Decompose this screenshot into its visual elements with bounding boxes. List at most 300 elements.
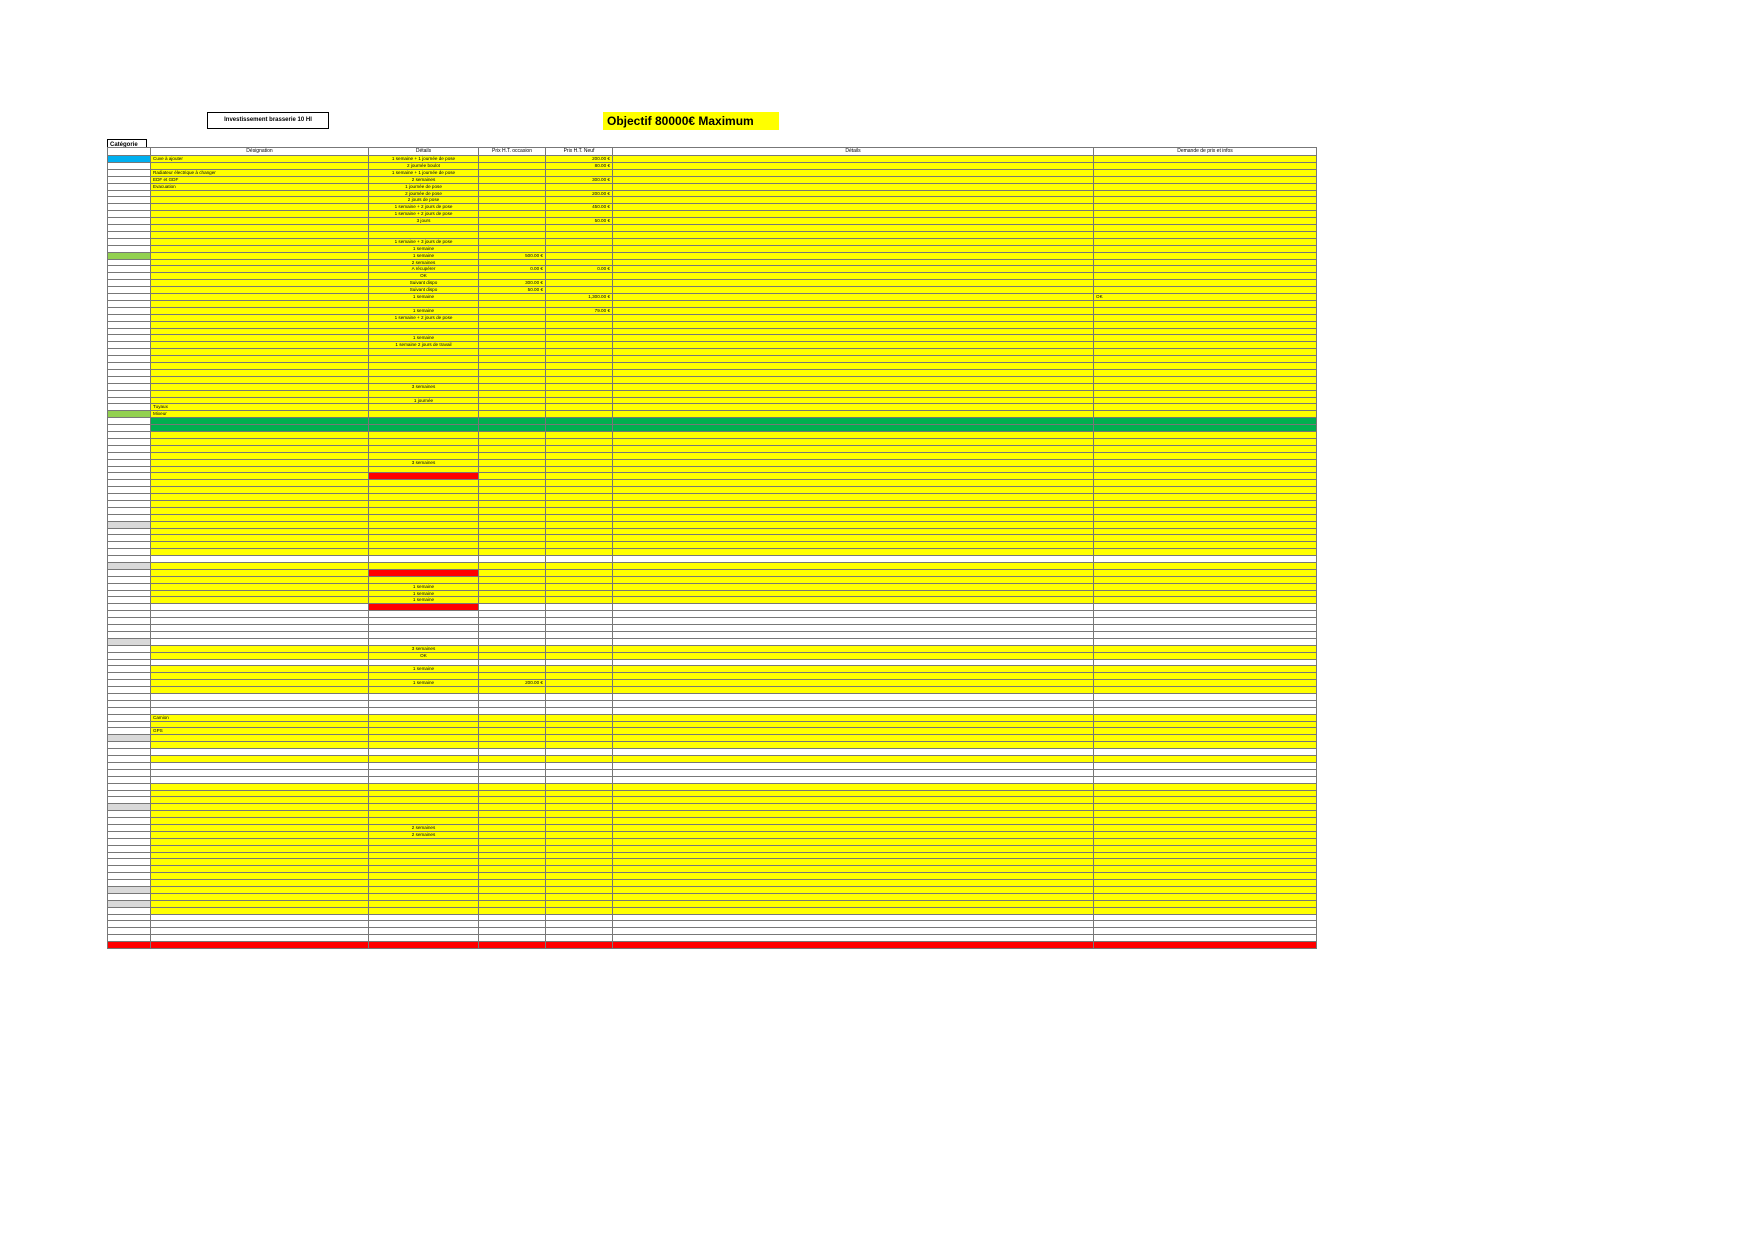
table-cell[interactable] — [613, 645, 1094, 652]
table-cell[interactable] — [108, 576, 151, 583]
table-cell[interactable] — [546, 487, 613, 494]
table-cell[interactable] — [479, 273, 546, 280]
table-cell[interactable] — [151, 438, 369, 445]
table-cell[interactable] — [108, 432, 151, 439]
table-cell[interactable] — [479, 818, 546, 825]
table-cell[interactable] — [369, 473, 479, 480]
table-cell[interactable]: 3 jours — [369, 218, 479, 225]
table-cell[interactable] — [479, 797, 546, 804]
table-cell[interactable] — [108, 307, 151, 314]
table-cell[interactable] — [108, 418, 151, 425]
table-cell[interactable] — [546, 369, 613, 376]
table-cell[interactable] — [108, 480, 151, 487]
table-cell[interactable] — [613, 700, 1094, 707]
table-cell[interactable] — [613, 266, 1094, 273]
table-cell[interactable] — [1094, 252, 1317, 259]
table-cell[interactable] — [1094, 652, 1317, 659]
table-cell[interactable] — [613, 404, 1094, 411]
table-cell[interactable] — [613, 838, 1094, 845]
table-cell[interactable]: 3 semaines — [369, 459, 479, 466]
table-cell[interactable]: Tuyaux — [151, 404, 369, 411]
table-cell[interactable] — [1094, 749, 1317, 756]
table-cell[interactable] — [151, 887, 369, 894]
table-cell[interactable] — [108, 783, 151, 790]
table-cell[interactable] — [108, 363, 151, 370]
table-cell[interactable] — [151, 225, 369, 232]
table-cell[interactable] — [369, 514, 479, 521]
table-cell[interactable] — [613, 611, 1094, 618]
table-cell[interactable] — [151, 583, 369, 590]
table-cell[interactable] — [108, 749, 151, 756]
table-cell[interactable] — [479, 211, 546, 218]
table-cell[interactable] — [546, 432, 613, 439]
table-cell[interactable] — [151, 500, 369, 507]
table-cell[interactable]: 2 semaines — [369, 824, 479, 831]
table-cell[interactable] — [546, 618, 613, 625]
table-cell[interactable] — [108, 369, 151, 376]
table-cell[interactable] — [1094, 659, 1317, 666]
table-cell[interactable] — [151, 363, 369, 370]
table-cell[interactable] — [108, 335, 151, 342]
table-cell[interactable] — [546, 507, 613, 514]
table-cell[interactable] — [151, 259, 369, 266]
table-cell[interactable] — [1094, 273, 1317, 280]
table-cell[interactable] — [369, 356, 479, 363]
table-cell[interactable] — [479, 169, 546, 176]
table-cell[interactable] — [546, 245, 613, 252]
table-cell[interactable] — [369, 873, 479, 880]
table-cell[interactable] — [546, 328, 613, 335]
table-cell[interactable] — [479, 694, 546, 701]
table-cell[interactable] — [151, 335, 369, 342]
table-cell[interactable] — [369, 535, 479, 542]
table-cell[interactable] — [151, 880, 369, 887]
table-cell[interactable] — [108, 301, 151, 308]
table-cell[interactable] — [151, 211, 369, 218]
table-cell[interactable] — [151, 590, 369, 597]
table-cell[interactable] — [613, 369, 1094, 376]
table-cell[interactable] — [479, 156, 546, 163]
table-cell[interactable] — [1094, 190, 1317, 197]
table-cell[interactable] — [1094, 590, 1317, 597]
table-cell[interactable] — [1094, 356, 1317, 363]
table-cell[interactable] — [369, 390, 479, 397]
table-cell[interactable] — [1094, 369, 1317, 376]
table-cell[interactable] — [151, 556, 369, 563]
table-cell[interactable] — [108, 176, 151, 183]
table-cell[interactable] — [613, 376, 1094, 383]
table-cell[interactable] — [108, 887, 151, 894]
table-cell[interactable] — [479, 783, 546, 790]
table-cell[interactable] — [108, 204, 151, 211]
table-cell[interactable] — [546, 790, 613, 797]
table-cell[interactable] — [1094, 480, 1317, 487]
table-cell[interactable]: 200.00 € — [546, 190, 613, 197]
table-cell[interactable] — [546, 335, 613, 342]
table-cell[interactable] — [108, 721, 151, 728]
table-cell[interactable]: Cuve à ajouter — [151, 156, 369, 163]
table-cell[interactable] — [479, 652, 546, 659]
table-cell[interactable] — [1094, 638, 1317, 645]
table-cell[interactable] — [151, 487, 369, 494]
table-cell[interactable] — [369, 452, 479, 459]
table-cell[interactable] — [546, 631, 613, 638]
table-cell[interactable] — [1094, 556, 1317, 563]
table-cell[interactable] — [1094, 700, 1317, 707]
table-cell[interactable] — [546, 356, 613, 363]
table-cell[interactable]: 1 semaine + 2 jours de pose — [369, 211, 479, 218]
table-cell[interactable] — [108, 521, 151, 528]
table-cell[interactable] — [1094, 728, 1317, 735]
table-cell[interactable] — [613, 935, 1094, 942]
table-cell[interactable] — [108, 225, 151, 232]
table-cell[interactable] — [151, 562, 369, 569]
table-cell[interactable] — [369, 714, 479, 721]
table-cell[interactable] — [546, 831, 613, 838]
table-cell[interactable] — [369, 900, 479, 907]
table-cell[interactable] — [108, 507, 151, 514]
table-cell[interactable] — [613, 666, 1094, 673]
table-cell[interactable] — [479, 914, 546, 921]
table-cell[interactable] — [108, 680, 151, 687]
table-cell[interactable] — [369, 811, 479, 818]
table-cell[interactable] — [479, 294, 546, 301]
table-cell[interactable] — [108, 928, 151, 935]
table-cell[interactable] — [108, 556, 151, 563]
table-cell[interactable] — [479, 576, 546, 583]
table-cell[interactable] — [369, 769, 479, 776]
table-cell[interactable] — [151, 245, 369, 252]
table-cell[interactable] — [1094, 459, 1317, 466]
table-cell[interactable] — [151, 769, 369, 776]
table-cell[interactable] — [613, 776, 1094, 783]
table-cell[interactable] — [479, 769, 546, 776]
table-cell[interactable] — [151, 535, 369, 542]
table-cell[interactable]: 2 semaines — [369, 259, 479, 266]
table-cell[interactable] — [108, 383, 151, 390]
table-cell[interactable] — [151, 921, 369, 928]
table-cell[interactable] — [151, 576, 369, 583]
table-cell[interactable]: 3 semaines — [369, 645, 479, 652]
table-cell[interactable] — [1094, 287, 1317, 294]
table-cell[interactable] — [108, 618, 151, 625]
table-cell[interactable] — [151, 218, 369, 225]
table-cell[interactable] — [613, 301, 1094, 308]
table-cell[interactable] — [108, 452, 151, 459]
table-cell[interactable] — [1094, 328, 1317, 335]
table-cell[interactable] — [613, 500, 1094, 507]
table-cell[interactable] — [1094, 383, 1317, 390]
table-cell[interactable] — [479, 363, 546, 370]
table-cell[interactable] — [108, 459, 151, 466]
table-cell[interactable] — [108, 687, 151, 694]
table-cell[interactable] — [1094, 576, 1317, 583]
table-cell[interactable]: 1 semaine — [369, 335, 479, 342]
table-cell[interactable] — [151, 597, 369, 604]
table-cell[interactable] — [546, 818, 613, 825]
table-cell[interactable] — [613, 831, 1094, 838]
table-cell[interactable] — [1094, 487, 1317, 494]
table-cell[interactable] — [613, 452, 1094, 459]
table-cell[interactable] — [613, 893, 1094, 900]
table-cell[interactable] — [108, 549, 151, 556]
table-cell[interactable] — [151, 804, 369, 811]
table-cell[interactable] — [613, 273, 1094, 280]
table-cell[interactable] — [1094, 162, 1317, 169]
table-cell[interactable] — [369, 721, 479, 728]
table-cell[interactable] — [546, 397, 613, 404]
table-cell[interactable] — [151, 756, 369, 763]
table-cell[interactable] — [151, 735, 369, 742]
table-cell[interactable]: 2 journée de pose — [369, 190, 479, 197]
table-cell[interactable] — [613, 866, 1094, 873]
table-cell[interactable] — [546, 756, 613, 763]
table-cell[interactable] — [108, 162, 151, 169]
table-cell[interactable] — [151, 569, 369, 576]
table-cell[interactable] — [613, 349, 1094, 356]
table-cell[interactable] — [108, 914, 151, 921]
table-cell[interactable] — [369, 528, 479, 535]
table-cell[interactable] — [613, 790, 1094, 797]
table-cell[interactable] — [108, 893, 151, 900]
table-cell[interactable] — [479, 907, 546, 914]
table-cell[interactable] — [151, 542, 369, 549]
table-cell[interactable] — [151, 687, 369, 694]
table-cell[interactable] — [369, 866, 479, 873]
table-cell[interactable] — [613, 797, 1094, 804]
table-cell[interactable] — [613, 728, 1094, 735]
table-cell[interactable]: 1 semaine + 2 jours de pose — [369, 314, 479, 321]
table-cell[interactable]: OK — [369, 273, 479, 280]
table-cell[interactable] — [613, 928, 1094, 935]
table-cell[interactable] — [546, 252, 613, 259]
table-cell[interactable] — [613, 604, 1094, 611]
table-cell[interactable] — [108, 831, 151, 838]
table-cell[interactable] — [546, 638, 613, 645]
table-cell[interactable] — [369, 418, 479, 425]
table-cell[interactable] — [613, 590, 1094, 597]
table-cell[interactable] — [546, 211, 613, 218]
table-cell[interactable] — [1094, 335, 1317, 342]
table-cell[interactable] — [151, 480, 369, 487]
table-cell[interactable] — [546, 183, 613, 190]
table-cell[interactable]: 3 semaines — [369, 383, 479, 390]
table-cell[interactable] — [546, 749, 613, 756]
table-cell[interactable] — [613, 631, 1094, 638]
table-cell[interactable] — [151, 776, 369, 783]
table-cell[interactable] — [479, 301, 546, 308]
table-cell[interactable] — [1094, 900, 1317, 907]
table-cell[interactable] — [151, 928, 369, 935]
table-cell[interactable] — [108, 252, 151, 259]
table-cell[interactable] — [479, 404, 546, 411]
table-cell[interactable] — [613, 887, 1094, 894]
table-cell[interactable] — [1094, 783, 1317, 790]
table-cell[interactable] — [108, 652, 151, 659]
table-cell[interactable] — [546, 576, 613, 583]
table-cell[interactable] — [613, 445, 1094, 452]
table-cell[interactable] — [546, 652, 613, 659]
table-cell[interactable] — [369, 756, 479, 763]
table-cell[interactable] — [546, 452, 613, 459]
table-cell[interactable] — [546, 549, 613, 556]
table-cell[interactable] — [108, 797, 151, 804]
table-cell[interactable] — [613, 245, 1094, 252]
table-cell[interactable]: 50.00 € — [546, 218, 613, 225]
table-cell[interactable] — [479, 487, 546, 494]
table-cell[interactable] — [613, 487, 1094, 494]
table-cell[interactable] — [369, 411, 479, 418]
table-cell[interactable] — [369, 556, 479, 563]
table-cell[interactable] — [479, 873, 546, 880]
table-cell[interactable]: Mixeur — [151, 411, 369, 418]
table-cell[interactable] — [369, 852, 479, 859]
table-cell[interactable] — [108, 735, 151, 742]
table-cell[interactable] — [479, 556, 546, 563]
table-cell[interactable] — [1094, 625, 1317, 632]
table-cell[interactable] — [151, 866, 369, 873]
table-cell[interactable] — [479, 887, 546, 894]
table-cell[interactable] — [369, 432, 479, 439]
table-cell[interactable] — [546, 707, 613, 714]
table-cell[interactable] — [613, 707, 1094, 714]
table-cell[interactable] — [479, 659, 546, 666]
table-cell[interactable] — [1094, 859, 1317, 866]
table-cell[interactable] — [151, 418, 369, 425]
table-cell[interactable] — [151, 845, 369, 852]
table-cell[interactable] — [479, 466, 546, 473]
table-cell[interactable] — [369, 466, 479, 473]
table-cell[interactable] — [546, 583, 613, 590]
table-cell[interactable] — [613, 749, 1094, 756]
table-cell[interactable] — [151, 625, 369, 632]
table-cell[interactable] — [1094, 418, 1317, 425]
table-cell[interactable]: 1 semaine — [369, 307, 479, 314]
table-cell[interactable] — [151, 604, 369, 611]
table-cell[interactable] — [1094, 445, 1317, 452]
table-cell[interactable] — [479, 438, 546, 445]
table-cell[interactable] — [479, 721, 546, 728]
table-cell[interactable] — [151, 307, 369, 314]
table-cell[interactable]: OK — [1094, 294, 1317, 301]
table-cell[interactable] — [546, 900, 613, 907]
table-cell[interactable]: 450.00 € — [546, 204, 613, 211]
table-cell[interactable] — [1094, 928, 1317, 935]
table-cell[interactable] — [479, 245, 546, 252]
table-cell[interactable] — [151, 231, 369, 238]
table-cell[interactable] — [479, 480, 546, 487]
table-cell[interactable] — [479, 845, 546, 852]
table-cell[interactable]: 1 semaine — [369, 590, 479, 597]
table-cell[interactable] — [613, 921, 1094, 928]
table-cell[interactable] — [151, 452, 369, 459]
table-cell[interactable] — [479, 700, 546, 707]
table-cell[interactable] — [546, 852, 613, 859]
table-cell[interactable] — [613, 507, 1094, 514]
table-cell[interactable] — [1094, 762, 1317, 769]
table-cell[interactable] — [108, 611, 151, 618]
table-cell[interactable] — [479, 376, 546, 383]
table-cell[interactable] — [1094, 390, 1317, 397]
table-cell[interactable] — [546, 542, 613, 549]
table-cell[interactable] — [108, 404, 151, 411]
table-cell[interactable] — [546, 776, 613, 783]
table-cell[interactable] — [613, 576, 1094, 583]
table-cell[interactable] — [479, 549, 546, 556]
table-cell[interactable]: 1 journée de pose — [369, 183, 479, 190]
table-cell[interactable] — [613, 804, 1094, 811]
table-cell[interactable] — [613, 859, 1094, 866]
table-cell[interactable]: Evacuation — [151, 183, 369, 190]
table-cell[interactable] — [1094, 245, 1317, 252]
table-cell[interactable] — [479, 707, 546, 714]
table-cell[interactable]: 2 semaines — [369, 831, 479, 838]
table-cell[interactable] — [151, 514, 369, 521]
table-cell[interactable] — [1094, 735, 1317, 742]
table-cell[interactable] — [1094, 721, 1317, 728]
table-cell[interactable] — [1094, 404, 1317, 411]
table-cell[interactable] — [108, 700, 151, 707]
table-cell[interactable] — [479, 852, 546, 859]
table-cell[interactable] — [479, 459, 546, 466]
table-cell[interactable] — [1094, 307, 1317, 314]
table-cell[interactable] — [1094, 604, 1317, 611]
table-cell[interactable] — [108, 762, 151, 769]
table-cell[interactable] — [546, 797, 613, 804]
table-cell[interactable] — [479, 307, 546, 314]
table-cell[interactable] — [151, 673, 369, 680]
table-cell[interactable] — [1094, 776, 1317, 783]
table-cell[interactable] — [479, 225, 546, 232]
table-cell[interactable] — [546, 466, 613, 473]
table-cell[interactable] — [108, 569, 151, 576]
table-cell[interactable] — [479, 604, 546, 611]
table-cell[interactable] — [546, 866, 613, 873]
table-cell[interactable] — [613, 549, 1094, 556]
table-cell[interactable] — [613, 583, 1094, 590]
table-cell[interactable] — [369, 507, 479, 514]
table-cell[interactable] — [479, 335, 546, 342]
table-cell[interactable] — [151, 197, 369, 204]
table-cell[interactable] — [369, 438, 479, 445]
table-cell[interactable] — [1094, 197, 1317, 204]
table-cell[interactable] — [546, 804, 613, 811]
table-cell[interactable] — [1094, 169, 1317, 176]
table-cell[interactable] — [1094, 921, 1317, 928]
table-cell[interactable] — [151, 873, 369, 880]
table-cell[interactable] — [151, 369, 369, 376]
table-cell[interactable] — [108, 873, 151, 880]
table-cell[interactable] — [369, 728, 479, 735]
table-cell[interactable]: Camion — [151, 714, 369, 721]
table-cell[interactable] — [546, 769, 613, 776]
table-cell[interactable] — [613, 314, 1094, 321]
table-cell[interactable] — [369, 804, 479, 811]
table-cell[interactable] — [108, 231, 151, 238]
table-cell[interactable] — [546, 742, 613, 749]
table-cell[interactable] — [546, 845, 613, 852]
table-cell[interactable] — [1094, 597, 1317, 604]
table-cell[interactable] — [479, 494, 546, 501]
table-cell[interactable] — [479, 811, 546, 818]
table-cell[interactable] — [369, 625, 479, 632]
table-cell[interactable]: 79.00 € — [546, 307, 613, 314]
table-cell[interactable] — [369, 328, 479, 335]
table-cell[interactable] — [151, 638, 369, 645]
table-cell[interactable] — [479, 342, 546, 349]
table-cell[interactable] — [108, 425, 151, 432]
table-cell[interactable] — [151, 494, 369, 501]
